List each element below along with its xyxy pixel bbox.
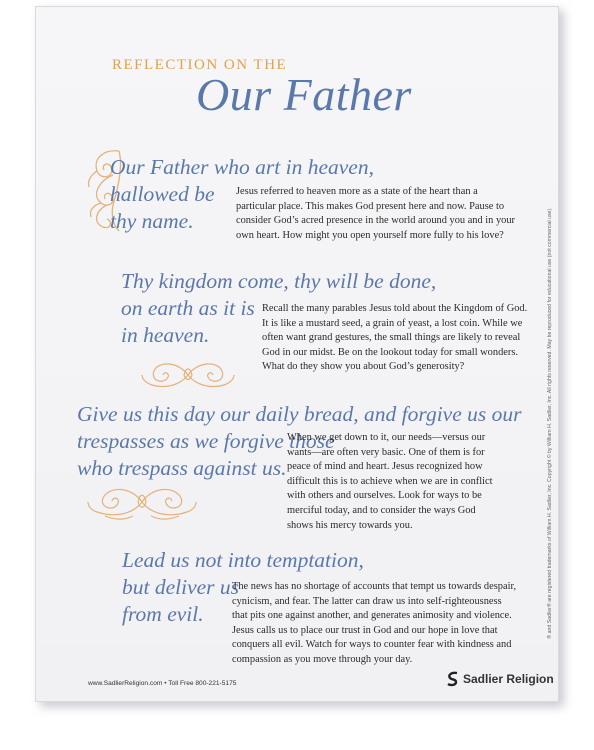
prayer-line: hallowed be xyxy=(110,182,215,206)
sadlier-logo-icon xyxy=(447,671,459,687)
header-kicker: REFLECTION ON THE xyxy=(112,57,288,73)
flourish-ornament-3 xyxy=(85,480,200,522)
reflection-line: with others and ourselves. Look for ways to be xyxy=(287,490,482,502)
reflection-line: shows his mercy towards you. xyxy=(287,519,413,531)
prayer-line: thy name. xyxy=(110,209,194,233)
prayer-line: Our Father who art in heaven, xyxy=(110,155,374,179)
reflection-line: It is like a mustard seed, a grain of yeast, a lost coin. While we xyxy=(262,317,523,329)
reflection-text-2 xyxy=(262,302,527,375)
reflection-line: Recall the many parables Jesus told about the Kingdom of God. xyxy=(262,303,528,314)
prayer-line: Lead us not into temptation, xyxy=(122,548,364,572)
reflection-line: merciful today, and to consider the ways God xyxy=(287,504,476,516)
reflection-line: cynicism, and fear. The latter can draw us into self-righteousness xyxy=(232,595,502,607)
reflection-line: consider God’s acred presence in the world around you and in your xyxy=(236,215,516,227)
prayer-line: on earth as it is xyxy=(121,296,255,320)
flourish-ornament-2 xyxy=(138,355,238,395)
reflection-text-3 xyxy=(287,431,493,533)
reflection-line: God in our midst. Be on the lookout today for small wonders. xyxy=(262,346,518,358)
reflection-line: conquers all evil. Watch for ways to counter fear with kindness and xyxy=(232,639,512,651)
brand-name: Sadlier Religion xyxy=(463,672,554,686)
reflection-line: own heart. How might you open yourself more fully to his love? xyxy=(236,229,504,241)
reflection-line: that pits one against another, and generates animosity and violence. xyxy=(232,610,512,622)
prayer-line: but deliver us xyxy=(122,575,240,599)
reflection-line: particular place. This makes God present here and now. Pause to xyxy=(236,200,505,212)
prayer-line: who trespass against us. xyxy=(77,456,287,480)
brand-logo xyxy=(447,671,554,687)
reflection-line: difficult this is to achieve when we are in conflict xyxy=(287,475,493,487)
reflection-line: compassion as you move through your day. xyxy=(232,653,413,665)
reflection-line: peace of mind and heart. Jesus recognized how xyxy=(287,461,483,473)
rights-text: ® and Sadlier® are registered trademarks of William H. Sadlier, Inc. Copyright © by William H. Sadlier, Inc. All rights reserved. May be reproduced for educational use (not commercial use). xyxy=(547,207,553,639)
prayer-line: Thy kingdom come, thy will be done, xyxy=(121,269,437,293)
reflection-line: The news has no shortage of accounts that tempt us towards despair, xyxy=(232,581,517,592)
prayer-line: from evil. xyxy=(122,602,204,626)
prayer-line: Give us this day our daily bread, and forgive us our xyxy=(77,402,522,426)
reflection-line: When we get down to it, our needs—versus our xyxy=(287,432,486,443)
prayer-line: in heaven. xyxy=(121,323,210,347)
reflection-line: often want grand gestures, the small things are likely to reveal xyxy=(262,332,521,344)
reflection-text-4 xyxy=(232,580,516,668)
page-title: Our Father xyxy=(196,69,412,120)
reflection-line: wants—are often very basic. One of them is for xyxy=(287,446,485,458)
reflection-text-1 xyxy=(236,185,515,243)
rights-notice xyxy=(545,190,553,660)
prayer-line: trespasses as we forgive those xyxy=(77,429,335,453)
footer-url: www.SadlierReligion.com • Toll Free 800-221-5175 xyxy=(88,680,237,687)
reflection-line: Jesus referred to heaven more as a state of the heart than a xyxy=(236,186,478,197)
reflection-line: Jesus calls us to place our trust in God and our hope in love that xyxy=(232,624,498,636)
reflection-line: What do they show you about God’s generosity? xyxy=(262,361,465,373)
